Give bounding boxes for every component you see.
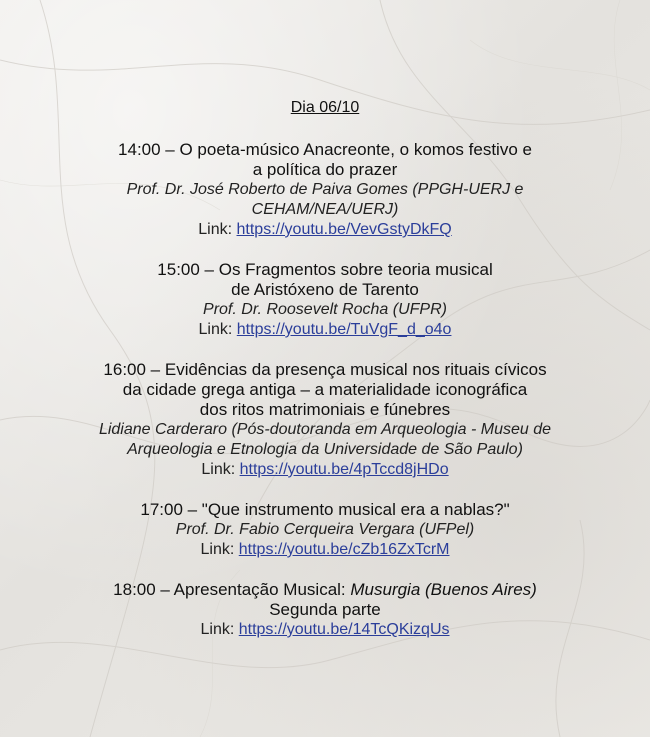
title-line: da cidade grega antiga – a materialidade iconográfica xyxy=(122,380,528,399)
youtube-link[interactable]: https://youtu.be/cZb16ZxTcrM xyxy=(238,541,450,558)
session-speaker xyxy=(0,520,650,540)
session-link xyxy=(0,540,650,560)
session-title xyxy=(0,260,650,300)
title-line: 17:00 – "Que instrumento musical era a nablas?" xyxy=(140,500,510,519)
session-speaker xyxy=(0,300,650,320)
title-line xyxy=(0,580,650,600)
speaker-line: Lidiane Carderaro (Pós-doutoranda em Arqueologia - Museu de xyxy=(98,421,552,438)
title-line: 16:00 – Evidências da presença musical nos rituais cívicos xyxy=(103,360,547,379)
program-content xyxy=(0,98,650,660)
speaker-line: Prof. Dr. José Roberto de Paiva Gomes (PPGH-UERJ e xyxy=(126,181,524,198)
youtube-link[interactable]: https://youtu.be/4pTccd8jHDo xyxy=(239,461,449,478)
session-link xyxy=(0,460,650,480)
session-title xyxy=(0,140,650,180)
link-label: Link: xyxy=(200,621,239,638)
session-title xyxy=(0,580,650,620)
session-3 xyxy=(0,360,650,480)
link-label: Link: xyxy=(198,221,237,238)
speaker-line: Arqueologia e Etnologia da Universidade de São Paulo) xyxy=(127,441,523,458)
title-prefix: 18:00 – Apresentação Musical: xyxy=(113,580,351,599)
day-heading: Dia 06/10 xyxy=(290,99,360,116)
title-line: de Aristóxeno de Tarento xyxy=(231,280,419,299)
session-speaker xyxy=(0,180,650,220)
speaker-line: Prof. Dr. Roosevelt Rocha (UFPR) xyxy=(203,301,447,318)
session-speaker xyxy=(0,420,650,460)
session-link xyxy=(0,620,650,640)
title-line: dos ritos matrimoniais e fúnebres xyxy=(199,400,451,419)
session-5 xyxy=(0,580,650,640)
youtube-link[interactable]: https://youtu.be/14TcQKizqUs xyxy=(238,621,450,638)
link-label: Link: xyxy=(201,461,240,478)
speaker-line: CEHAM/NEA/UERJ) xyxy=(251,201,399,218)
title-line: 14:00 – O poeta-músico Anacreonte, o komos festivo e xyxy=(118,140,532,159)
title-line: a política do prazer xyxy=(252,160,398,179)
session-2 xyxy=(0,260,650,340)
title-italic: Musurgia (Buenos Aires) xyxy=(350,580,537,599)
speaker-line: Prof. Dr. Fabio Cerqueira Vergara (UFPel) xyxy=(175,521,475,538)
session-link xyxy=(0,220,650,240)
youtube-link[interactable]: https://youtu.be/VevGstyDkFQ xyxy=(236,221,452,238)
session-title xyxy=(0,500,650,520)
session-title xyxy=(0,360,650,420)
session-link xyxy=(0,320,650,340)
link-label: Link: xyxy=(198,321,237,338)
session-4 xyxy=(0,500,650,560)
link-label: Link: xyxy=(200,541,239,558)
youtube-link[interactable]: https://youtu.be/TuVgF_d_o4o xyxy=(236,321,452,338)
title-line: 15:00 – Os Fragmentos sobre teoria musical xyxy=(157,260,493,279)
session-1 xyxy=(0,140,650,240)
title-line: Segunda parte xyxy=(269,600,381,619)
